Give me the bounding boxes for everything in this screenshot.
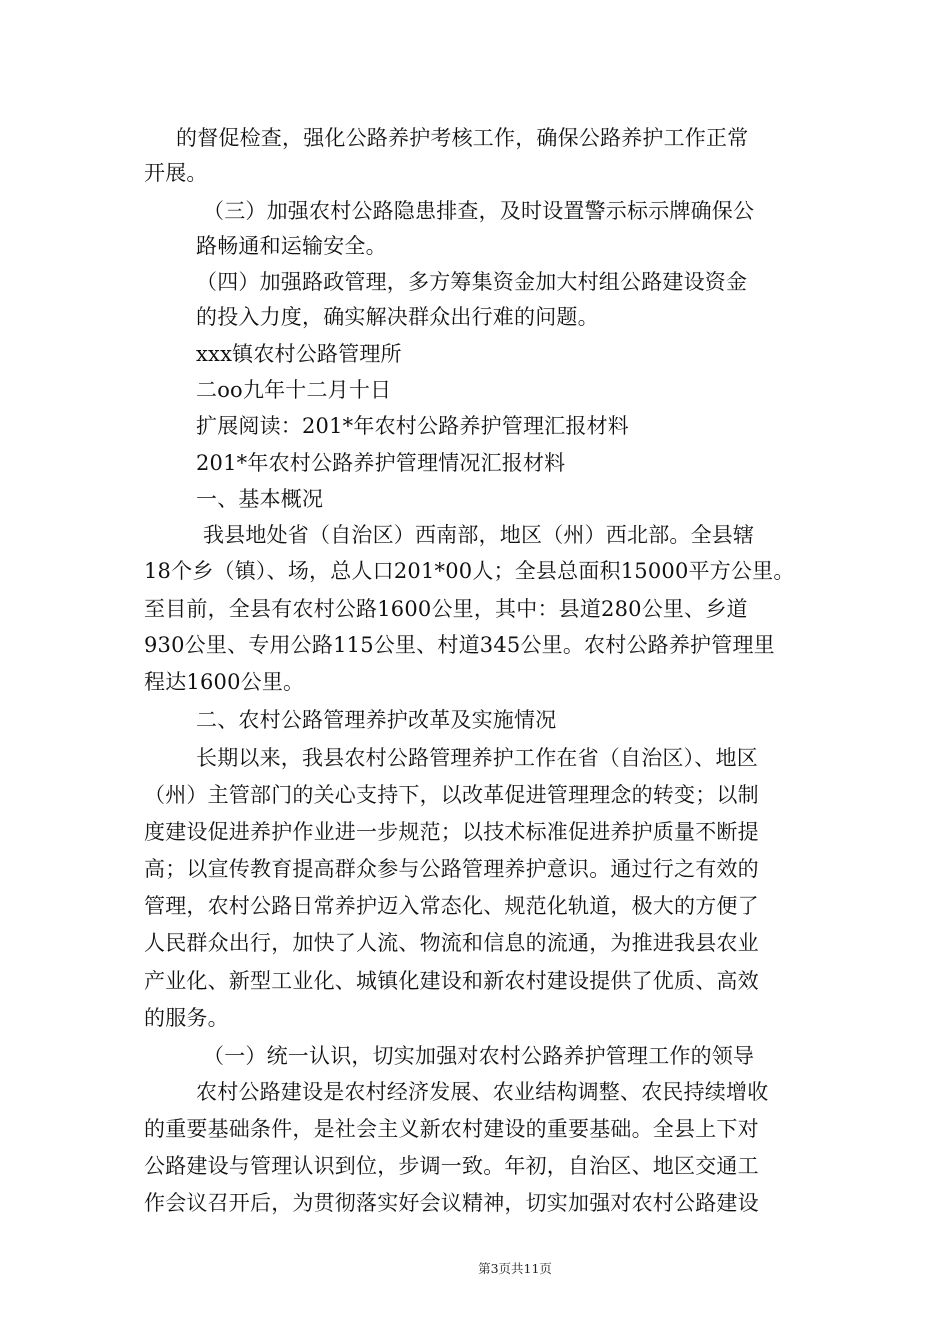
text-line: 扩展阅读：201*年农村公路养护管理汇报材料: [196, 414, 629, 438]
text-line: 201*年农村公路养护管理情况汇报材料: [196, 451, 566, 475]
text-line: 的督促检查，强化公路养护考核工作，确保公路养护工作正常: [176, 126, 749, 150]
section-heading: 二、农村公路管理养护改革及实施情况: [196, 708, 557, 732]
text-line: 路畅通和运输安全。: [196, 234, 387, 258]
text-line: 作会议召开后，为贯彻落实好会议精神，切实加强对农村公路建设: [144, 1191, 759, 1215]
text-line: 高；以宣传教育提高群众参与公路管理养护意识。通过行之有效的: [144, 857, 759, 881]
text-line: （四）加强路政管理，多方筹集资金加大村组公路建设资金: [196, 270, 748, 294]
text-line: 度建设促进养护作业进一步规范；以技术标准促进养护质量不断提: [144, 820, 759, 844]
text-line: 产业化、新型工业化、城镇化建设和新农村建设提供了优质、高效: [144, 969, 759, 993]
text-line: 的重要基础条件，是社会主义新农村建设的重要基础。全县上下对: [144, 1117, 759, 1141]
subsection-heading: （一）统一认识，切实加强对农村公路养护管理工作的领导: [203, 1044, 755, 1068]
text-line: 至目前，全县有农村公路1600公里，其中：县道280公里、乡道: [144, 597, 748, 621]
text-line: 人民群众出行，加快了人流、物流和信息的流通，为推进我县农业: [144, 931, 759, 955]
text-line: 930公里、专用公路115公里、村道345公里。农村公路养护管理里: [144, 633, 775, 657]
text-line: xxx镇农村公路管理所: [196, 342, 402, 366]
text-line: 开展。: [144, 161, 208, 185]
text-line: 农村公路建设是农村经济发展、农业结构调整、农民持续增收: [196, 1080, 769, 1104]
text-line: 18个乡（镇）、场，总人口201*00人；全县总面积15000平方公里。: [144, 559, 795, 583]
text-line: （三）加强农村公路隐患排查，及时设置警示标示牌确保公: [203, 199, 755, 223]
text-line: （州）主管部门的关心支持下，以改革促进管理理念的转变；以制: [144, 783, 759, 807]
text-line: 的服务。: [144, 1006, 229, 1030]
text-line: 的投入力度，确实解决群众出行难的问题。: [196, 305, 599, 329]
text-line: 长期以来，我县农村公路管理养护工作在省（自治区）、地区: [196, 746, 758, 770]
text-line: 二oo九年十二月十日: [196, 378, 392, 402]
text-line: 我县地处省（自治区）西南部，地区（州）西北部。全县辖: [203, 523, 755, 547]
text-line: 公路建设与管理认识到位，步调一致。年初，自治区、地区交通工: [144, 1154, 759, 1178]
text-line: 程达1600公里。: [144, 670, 305, 694]
section-heading: 一、基本概况: [196, 487, 324, 511]
text-line: 管理，农村公路日常养护迈入常态化、规范化轨道，极大的方便了: [144, 894, 759, 918]
page-number: 第3页共11页: [478, 1261, 552, 1276]
